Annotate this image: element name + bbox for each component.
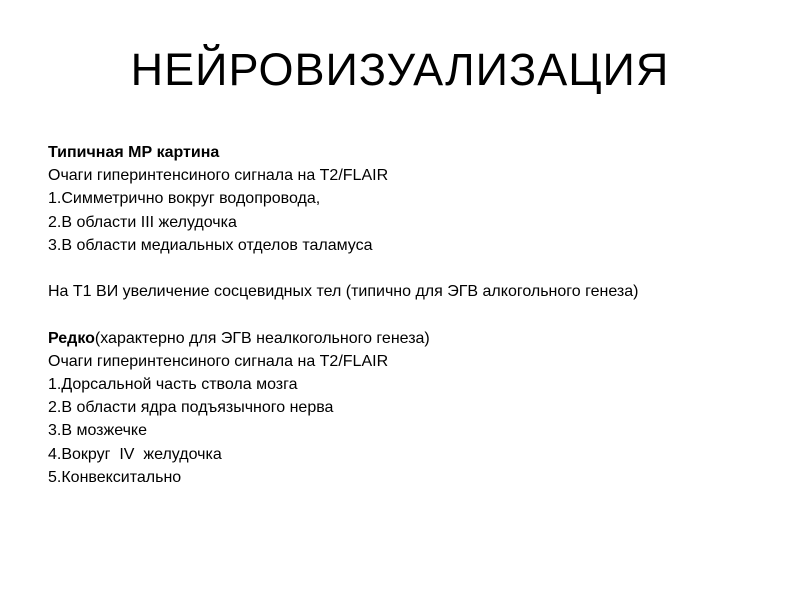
typical-line: 2.В области III желудочка bbox=[48, 213, 237, 231]
typical-line: Очаги гиперинтенсиного сигнала на Т2/FLAIR bbox=[48, 167, 389, 185]
spacer bbox=[48, 257, 768, 280]
typical-line: 1.Симметрично вокруг водопровода, bbox=[48, 190, 321, 208]
slide-body bbox=[48, 141, 768, 489]
rare-heading-line bbox=[48, 327, 768, 350]
typical-line: 3.В области медиальных отделов таламуса bbox=[48, 236, 373, 254]
rare-line: 1.Дорсальной часть ствола мозга bbox=[48, 376, 298, 393]
spacer bbox=[48, 303, 768, 326]
typical-heading: Типичная МР картина bbox=[48, 144, 220, 161]
rare-heading-suffix: (характерно для ЭГВ неалкогольного генеза) bbox=[94, 329, 430, 347]
rare-line: 4.Вокруг IV желудочка bbox=[48, 445, 222, 463]
rare-heading: Редко bbox=[48, 329, 95, 347]
rare-line: 2.В области ядра подъязычного нерва bbox=[48, 399, 334, 417]
rare-line: 5.Конвекситально bbox=[48, 468, 182, 486]
t1-note: На Т1 ВИ увеличение сосцевидных тел (типично для ЭГВ алкогольного генеза) bbox=[48, 283, 639, 301]
rare-line: Очаги гиперинтенсиного сигнала на Т2/FLAIR bbox=[48, 352, 389, 370]
rare-line: 3.В мозжечке bbox=[48, 422, 147, 440]
slide-title: НЕЙРОВИЗУАЛИЗАЦИЯ bbox=[130, 44, 670, 95]
